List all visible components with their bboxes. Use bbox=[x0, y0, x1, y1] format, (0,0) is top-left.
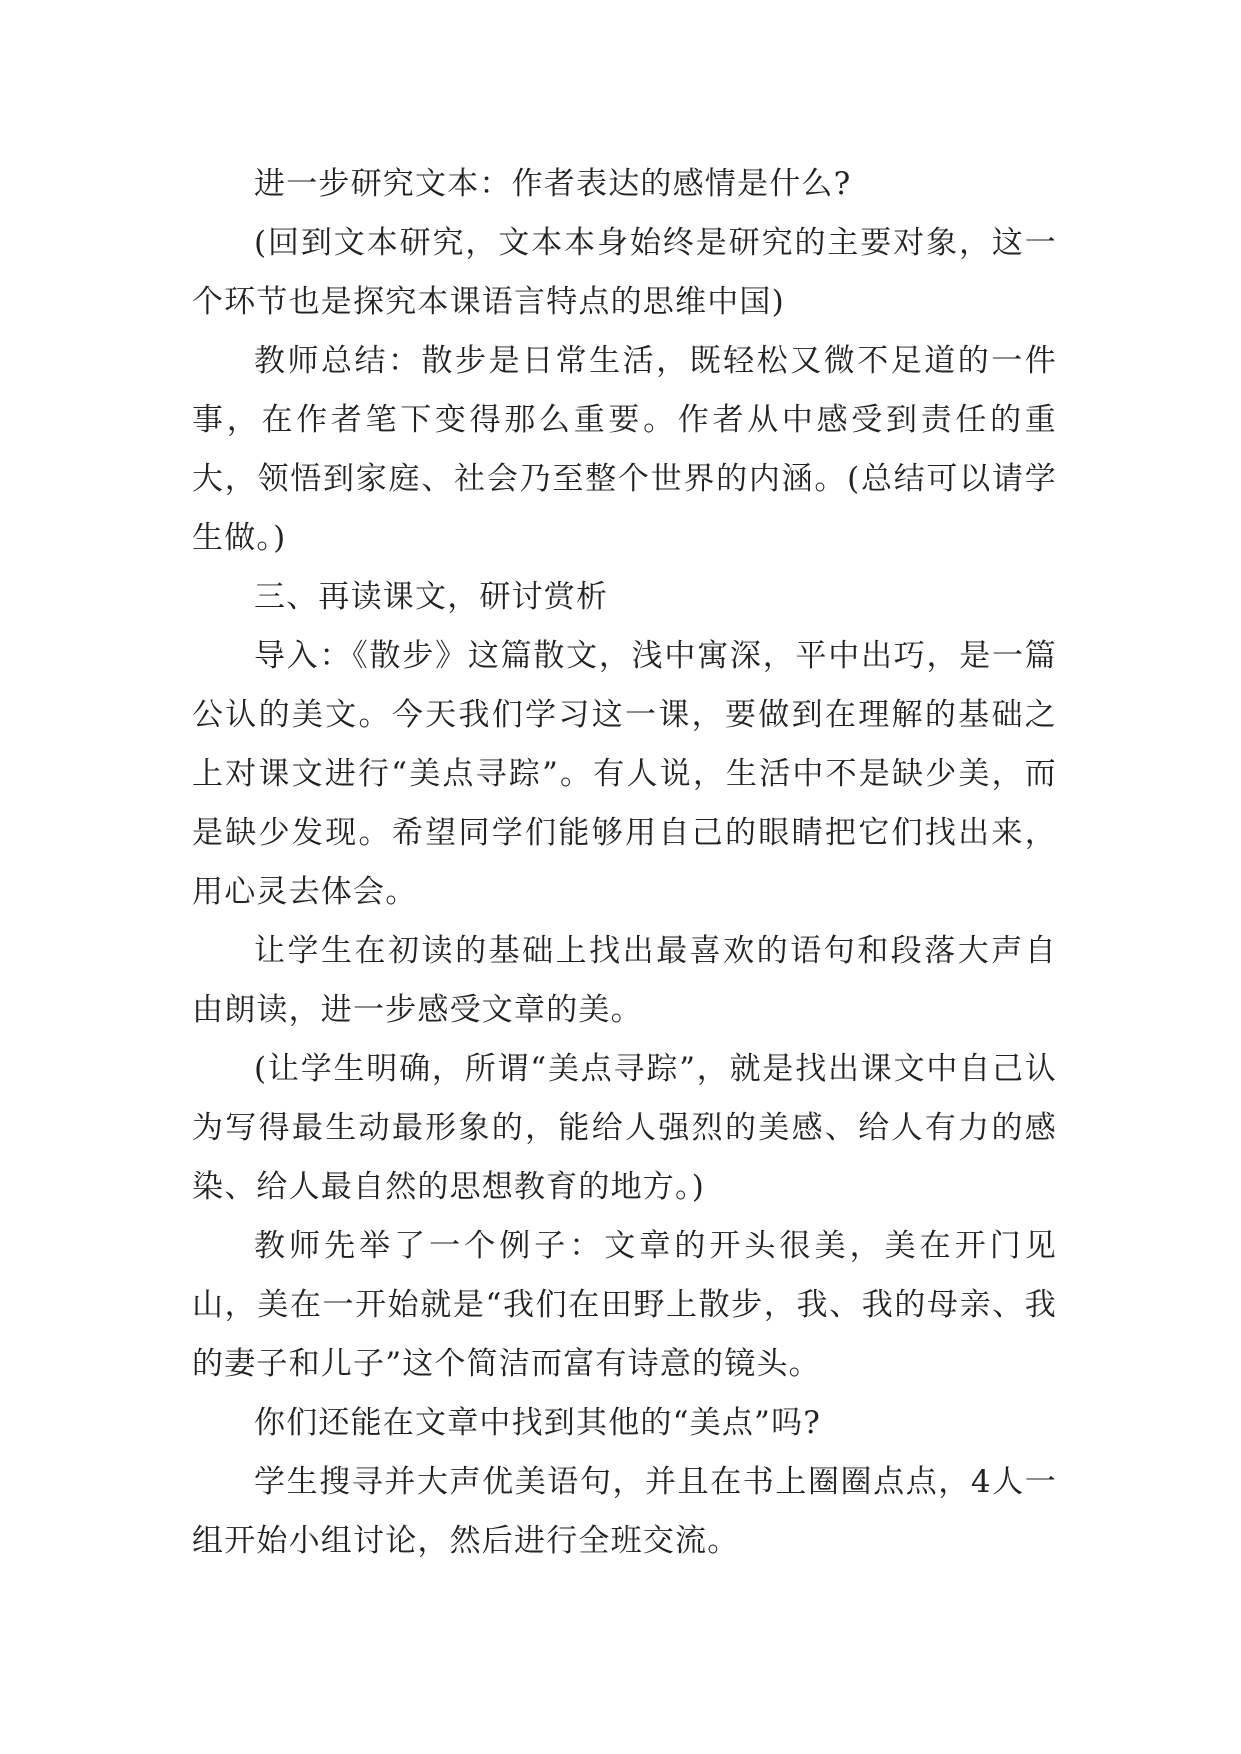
paragraph-note-beauty-points: (让学生明确，所谓“美点寻踪”，就是找出课文中自己认为写得最生动最形象的，能给人强烈的美感、给人有力的感染、给人最自然的思想教育的地方。) bbox=[192, 1051, 1057, 1205]
section-heading-reread: 三、再读课文，研讨赏析 bbox=[254, 579, 609, 615]
paragraph-group-discussion: 学生搜寻并大声优美语句，并且在书上圈圈点点，4人一组开始小组讨论，然后进行全班交流。 bbox=[192, 1464, 1057, 1559]
document-body bbox=[192, 155, 1057, 1571]
paragraph-question-other-points: 你们还能在文章中找到其他的“美点”吗? bbox=[254, 1405, 822, 1441]
paragraph-teacher-summary: 教师总结：散步是日常生活，既轻松又微不足道的一件事，在作者笔下变得那么重要。作者从中感受到责任的重大，领悟到家庭、社会乃至整个世界的内涵。(总结可以请学生做。) bbox=[192, 343, 1057, 556]
paragraph-note-text-research: (回到文本研究，文本本身始终是研究的主要对象，这一个环节也是探究本课语言特点的思维中国) bbox=[192, 225, 1057, 320]
paragraph-free-reading: 让学生在初读的基础上找出最喜欢的语句和段落大声自由朗读，进一步感受文章的美。 bbox=[192, 933, 1057, 1028]
paragraph-question-emotion: 进一步研究文本：作者表达的感情是什么? bbox=[254, 166, 852, 202]
paragraph-teacher-example: 教师先举了一个例子：文章的开头很美，美在开门见山，美在一开始就是“我们在田野上散步，我、我的母亲、我的妻子和儿子”这个简洁而富有诗意的镜头。 bbox=[192, 1228, 1057, 1382]
paragraph-introduction: 导入：《散步》这篇散文，浅中寓深，平中出巧，是一篇公认的美文。今天我们学习这一课，要做到在理解的基础之上对课文进行“美点寻踪”。有人说，生活中不是缺少美，而是缺少发现。希望同学们能够用自己的眼睛把它们找出来，用心灵去体会。 bbox=[192, 638, 1057, 910]
